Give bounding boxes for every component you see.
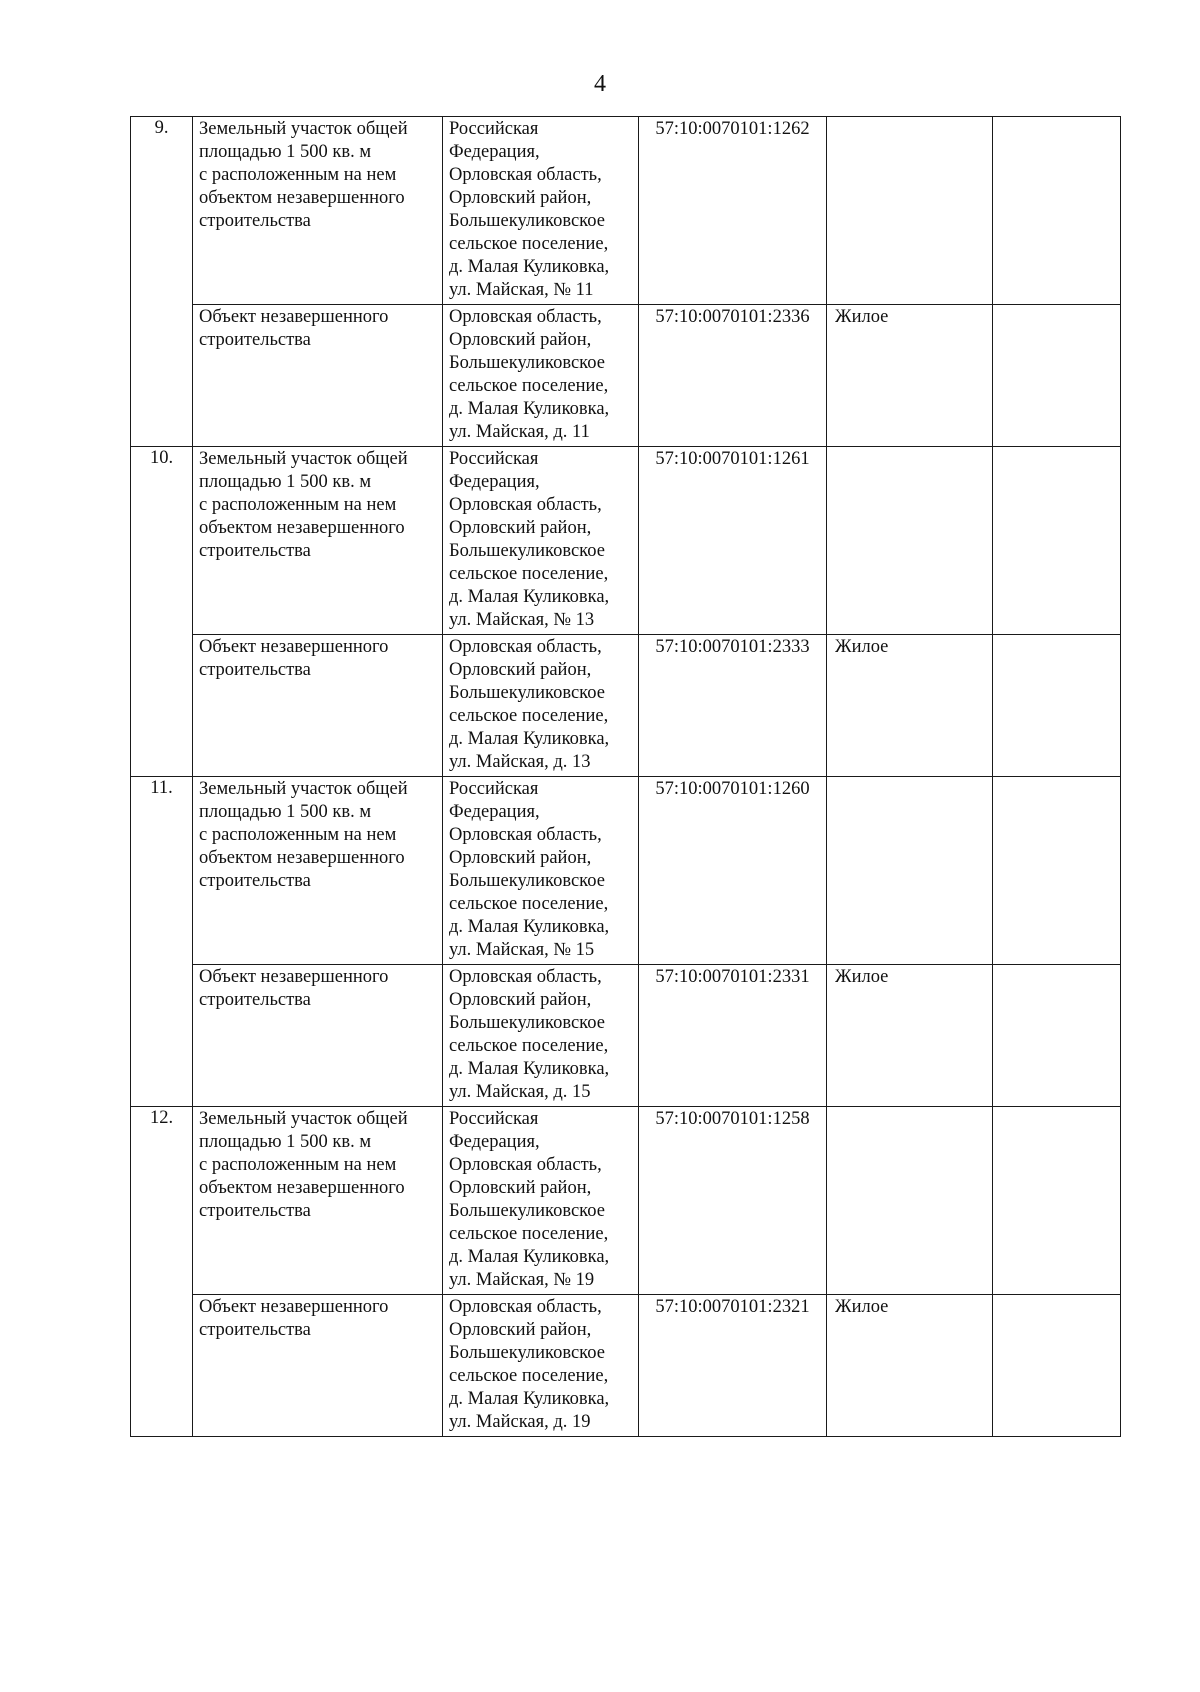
object-purpose	[827, 447, 993, 635]
cadastral-number: 57:10:0070101:1258	[639, 1107, 827, 1295]
table-row-9-object	[131, 305, 1121, 447]
cadastral-number: 57:10:0070101:2333	[639, 635, 827, 777]
object-description: Земельный участок общей площадью 1 500 кв. м с расположенным на нем объектом незавершенного строительства	[193, 447, 443, 635]
object-address: Орловская область, Орловский район, Большекуликовское сельское поселение, д. Малая Куликовка, ул. Майская, д. 19	[443, 1295, 639, 1437]
object-address: Российская Федерация, Орловская область, Орловский район, Большекуликовское сельское поселение, д. Малая Куликовка, ул. Майская, № 19	[443, 1107, 639, 1295]
object-description: Объект незавершенного строительства	[193, 635, 443, 777]
entry-number: 10.	[131, 447, 193, 777]
object-description: Объект незавершенного строительства	[193, 305, 443, 447]
object-address: Орловская область, Орловский район, Большекуликовское сельское поселение, д. Малая Куликовка, ул. Майская, д. 11	[443, 305, 639, 447]
object-purpose: Жилое	[827, 965, 993, 1107]
entry-number: 11.	[131, 777, 193, 1107]
table-row-9-land	[131, 117, 1121, 305]
cadastral-number: 57:10:0070101:2321	[639, 1295, 827, 1437]
cadastral-number: 57:10:0070101:2331	[639, 965, 827, 1107]
object-address: Орловская область, Орловский район, Большекуликовское сельское поселение, д. Малая Куликовка, ул. Майская, д. 13	[443, 635, 639, 777]
object-address: Орловская область, Орловский район, Большекуликовское сельское поселение, д. Малая Куликовка, ул. Майская, д. 15	[443, 965, 639, 1107]
object-address: Российская Федерация, Орловская область, Орловский район, Большекуликовское сельское поселение, д. Малая Куликовка, ул. Майская, № 13	[443, 447, 639, 635]
object-address: Российская Федерация, Орловская область, Орловский район, Большекуликовское сельское поселение, д. Малая Куликовка, ул. Майская, № 15	[443, 777, 639, 965]
cadastral-number: 57:10:0070101:1261	[639, 447, 827, 635]
cadastral-number: 57:10:0070101:2336	[639, 305, 827, 447]
table-row-10-object	[131, 635, 1121, 777]
extra-cell	[993, 965, 1121, 1107]
object-description: Земельный участок общей площадью 1 500 кв. м с расположенным на нем объектом незавершенного строительства	[193, 117, 443, 305]
extra-cell	[993, 1295, 1121, 1437]
table-row-11-land	[131, 777, 1121, 965]
object-description: Объект незавершенного строительства	[193, 965, 443, 1107]
cadastral-number: 57:10:0070101:1262	[639, 117, 827, 305]
property-table	[130, 116, 1121, 1437]
object-purpose: Жилое	[827, 305, 993, 447]
object-purpose: Жилое	[827, 635, 993, 777]
object-purpose	[827, 117, 993, 305]
object-description: Земельный участок общей площадью 1 500 кв. м с расположенным на нем объектом незавершенного строительства	[193, 777, 443, 965]
object-purpose	[827, 1107, 993, 1295]
table-row-11-object	[131, 965, 1121, 1107]
extra-cell	[993, 635, 1121, 777]
page-number: 4	[594, 71, 606, 97]
object-purpose	[827, 777, 993, 965]
extra-cell	[993, 1107, 1121, 1295]
table-row-12-object	[131, 1295, 1121, 1437]
object-description: Объект незавершенного строительства	[193, 1295, 443, 1437]
table-row-10-land	[131, 447, 1121, 635]
entry-number: 9.	[131, 117, 193, 447]
entry-number: 12.	[131, 1107, 193, 1437]
object-address: Российская Федерация, Орловская область, Орловский район, Большекуликовское сельское поселение, д. Малая Куликовка, ул. Майская, № 11	[443, 117, 639, 305]
table-row-12-land	[131, 1107, 1121, 1295]
extra-cell	[993, 305, 1121, 447]
extra-cell	[993, 777, 1121, 965]
object-description: Земельный участок общей площадью 1 500 кв. м с расположенным на нем объектом незавершенного строительства	[193, 1107, 443, 1295]
extra-cell	[993, 447, 1121, 635]
extra-cell	[993, 117, 1121, 305]
cadastral-number: 57:10:0070101:1260	[639, 777, 827, 965]
object-purpose: Жилое	[827, 1295, 993, 1437]
